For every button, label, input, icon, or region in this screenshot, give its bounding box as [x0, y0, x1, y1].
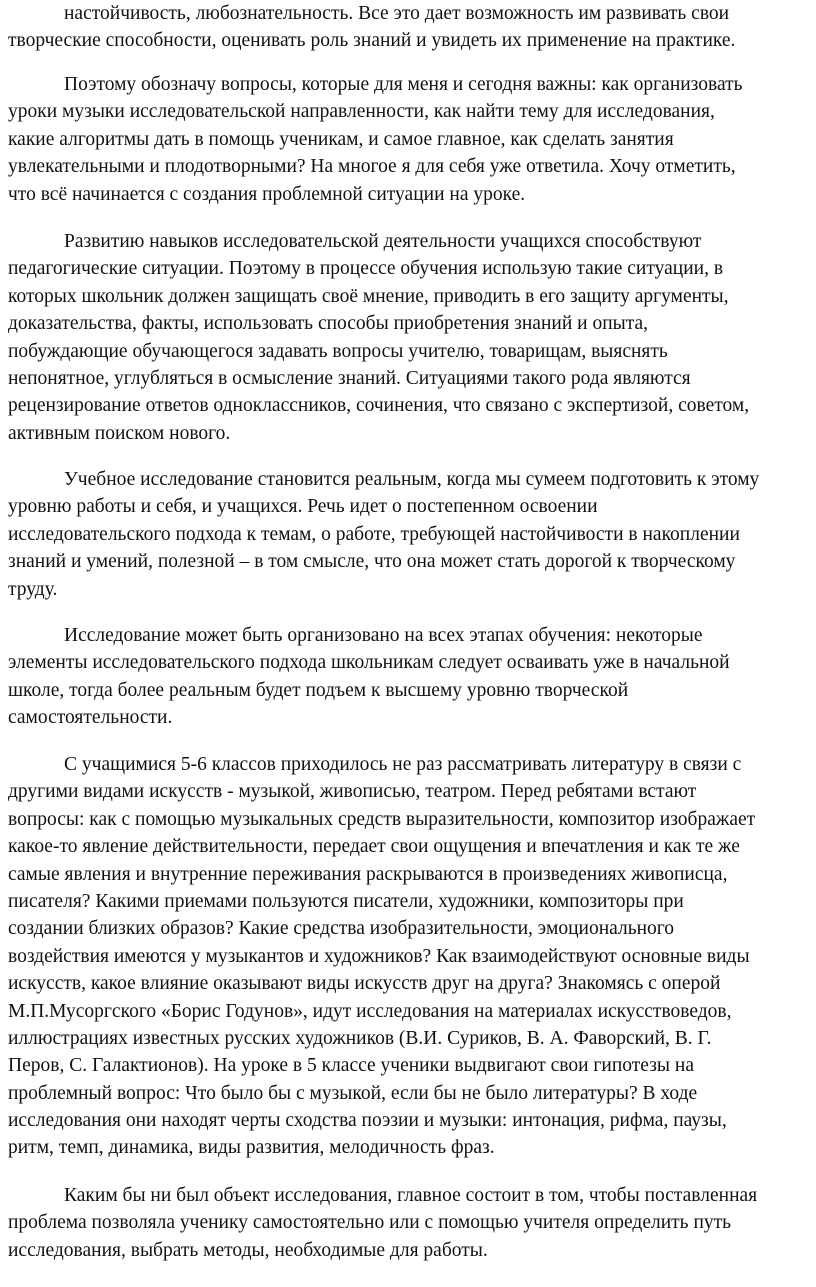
- text-line: что всё начинается с создания проблемной ситуации на уроке.: [8, 183, 526, 205]
- text-line: проблема позволяла ученику самостоятельно или с помощью учителя определить путь: [8, 1212, 732, 1234]
- text-line: искусств, какое влияние оказывают виды искусств друг на друга? Знакомясь с оперой: [8, 973, 721, 995]
- text-line: иллюстрациях известных русских художников (В.И. Суриков, В. А. Фаворский, В. Г.: [8, 1027, 712, 1049]
- paragraph: [8, 228, 808, 447]
- text-line: Перов, С. Галактионов). На уроке в 5 классе ученики выдвигают свои гипотезы на: [8, 1055, 694, 1077]
- text-line: самостоятельности.: [8, 707, 173, 729]
- text-line: Каким бы ни был объект исследования, главное состоит в том, чтобы поставленная: [64, 1185, 758, 1206]
- text-line: которых школьник должен защищать своё мнение, приводить в его защиту аргументы,: [8, 285, 729, 307]
- paragraph: [8, 751, 808, 1162]
- text-line: М.П.Мусоргского «Борис Годунов», идут исследования на материалах искусствоведов,: [8, 1000, 732, 1022]
- paragraph: [8, 466, 808, 603]
- paragraph: [8, 1182, 808, 1264]
- text-line: непонятное, углубляться в осмысление знаний. Ситуациями такого рода являются: [8, 367, 691, 389]
- text-line: писателя? Какими приемами пользуются писатели, художники, композиторы при: [8, 890, 684, 912]
- text-line: знаний и умений, полезной – в том смысле, что она может стать дорогой к творческому: [8, 551, 736, 573]
- paragraph: [8, 622, 808, 732]
- text-line: какие алгоритмы дать в помощь ученикам, и самое главное, как сделать занятия: [8, 128, 674, 150]
- text-line: Исследование может быть организовано на всех этапах обучения: некоторые: [64, 625, 703, 646]
- text-line: Поэтому обозначу вопросы, которые для меня и сегодня важны: как организовать: [64, 74, 743, 95]
- text-line: исследовательского подхода к темам, о работе, требующей настойчивости в накоплении: [8, 523, 740, 545]
- text-line: С учащимися 5-6 классов приходилось не раз рассматривать литературу в связи с: [64, 754, 742, 775]
- text-line: настойчивость, любознательность. Все это дает возможность им развивать свои: [64, 3, 730, 24]
- text-line: школе, тогда более реальным будет подъем к высшему уровню творческой: [8, 679, 629, 701]
- paragraph: [8, 0, 808, 55]
- paragraph: [8, 71, 808, 208]
- text-line: вопросы: как с помощью музыкальных средств выразительности, композитор изображает: [8, 808, 756, 830]
- text-line: педагогические ситуации. Поэтому в процессе обучения использую такие ситуации, в: [8, 258, 724, 280]
- text-line: ритм, темп, динамика, виды развития, мелодичность фраз.: [8, 1137, 495, 1159]
- text-line: создании близких образов? Какие средства изобразительности, эмоционального: [8, 918, 675, 940]
- text-line: Учебное исследование становится реальным, когда мы сумеем подготовить к этому: [64, 469, 760, 490]
- text-line: активным поиском нового.: [8, 422, 231, 444]
- text-line: уровню работы и себя, и учащихся. Речь идет о постепенном освоении: [8, 496, 598, 518]
- text-line: доказательства, факты, использовать способы приобретения знаний и опыта,: [8, 313, 649, 335]
- text-line: какое-то явление действительности, передает свои ощущения и впечатления и как те же: [8, 836, 740, 858]
- text-line: самые явления и внутренние переживания раскрываются в произведениях живописца,: [8, 863, 728, 885]
- text-line: рецензирование ответов одноклассников, сочинения, что связано с экспертизой, советом,: [8, 395, 750, 417]
- text-line: другими видами искусств - музыкой, живописью, театром. Перед ребятами встают: [8, 781, 697, 803]
- text-line: элементы исследовательского подхода школьникам следует осваивать уже в начальной: [8, 652, 730, 674]
- text-line: Развитию навыков исследовательской деятельности учащихся способствуют: [64, 231, 702, 252]
- text-line: увлекательными и плодотворными? На многое я для себя уже ответила. Хочу отметить,: [8, 156, 736, 178]
- text-line: исследования, выбрать методы, необходимые для работы.: [8, 1239, 488, 1261]
- text-line: проблемный вопрос: Что было бы с музыкой, если бы не было литературы? В ходе: [8, 1082, 698, 1104]
- text-line: труду.: [8, 578, 58, 600]
- text-line: воздействия имеются у музыкантов и художников? Как взаимодействуют основные виды: [8, 945, 750, 967]
- text-line: исследования они находят черты сходства поэзии и музыки: интонация, рифма, паузы,: [8, 1110, 727, 1132]
- text-line: побуждающие обучающегося задавать вопросы учителю, товарищам, выяснять: [8, 340, 668, 362]
- text-line: творческие способности, оценивать роль знаний и увидеть их применение на практике.: [8, 30, 736, 52]
- text-line: уроки музыки исследовательской направленности, как найти тему для исследования,: [8, 101, 715, 123]
